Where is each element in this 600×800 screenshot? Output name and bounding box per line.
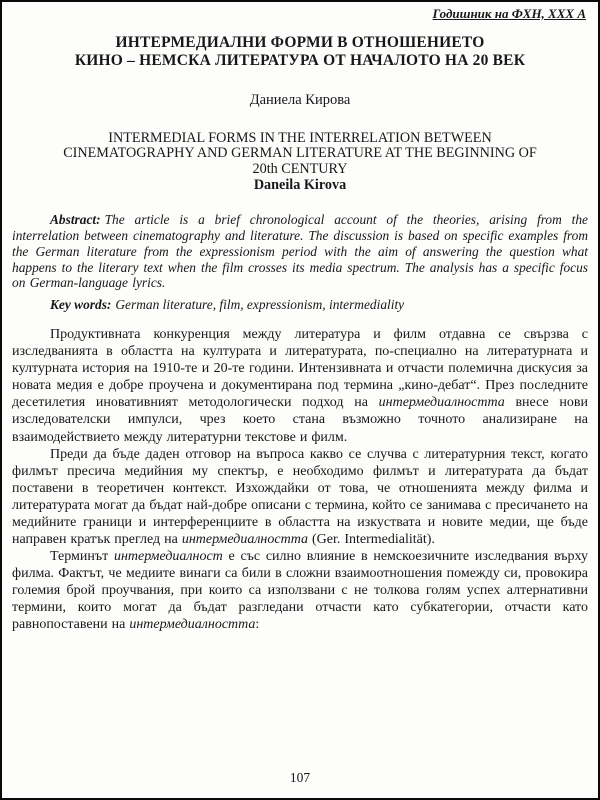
article-title-bg-line2: КИНО – НЕМСКА ЛИТЕРАТУРА ОТ НАЧАЛОТО НА 20 ВЕК — [74, 52, 526, 70]
article-title-bg — [12, 34, 588, 71]
article-title-bg-line1: ИНТЕРМЕДИАЛНИ ФОРМИ В ОТНОШЕНИЕТО — [115, 34, 485, 51]
keywords — [12, 297, 588, 313]
article-title-en-line3: 20th CENTURY — [252, 161, 348, 178]
author-name-bg: Даниела Кирова — [249, 91, 351, 108]
body-paragraph-3: Терминът интермедиалност е със силно влияние в немскоезичните изследвания върху филма. Фактът, че медиите винаги са били в сложни взаимоотношения помежду си, провокира големия брой проучвания, при които са използвани с не толкова голям успех алтернативни термини, които могат да бъдат разгледани отчасти като субкатегории, отчасти като равнопоставени на интермедиалността: — [12, 549, 588, 633]
author-name-en: Daneila Kirova — [253, 177, 347, 194]
article-title-en-line1: INTERMEDIAL FORMS IN THE INTERRELATION BETWEEN — [108, 129, 492, 146]
body-paragraph-1: Продуктивната конкуренция между литература и филм отдавна се свързва с изследванията в областта на културата и литературата, по-специално на литературната и културната история на 1910-те и 20-те години. Интензивната и отчасти полемична дискусия за новата медия е добре проучена и документирана под термина „кино-дебат“. През последните десетилетия иновативният методологически подход на интермедиалността внесе нови изследователски импулси, чрез което стана възможно точното анализиране на взаимодействието между литературни текстове и филм. — [12, 327, 589, 445]
abstract-label: Abstract: — [50, 212, 101, 228]
body-paragraph-2: Преди да бъде даден отговор на въпроса какво се случва с литературния текст, когато филмът пресича медийния му спектър, е необходимо филмът и литературата да бъдат поставени в теоретичен контекст. Изхождайки от това, че отношенията между филма и литературата могат да бъдат най-добре описани с термина, който се занимава с пресичането на медийните граници и интерференциите в областта на изкуствата и новите медии, ще бъде направен кратък преглед на интермедиалността (Ger. Intermedialität). — [12, 446, 588, 547]
abstract — [12, 212, 588, 291]
keywords-label: Key words: — [50, 297, 112, 313]
abstract-text: The article is a brief chronological account of the theories, arising from the interrelation between cinematography and literature. The discussion is based on specific examples from the German literature from the expressionism period with the aim of answering the question what happens to the literary text when the film crosses its media spectrum. The analysis has a specific focus on German-language lyrics. — [12, 212, 588, 291]
article-body — [12, 326, 588, 633]
article-title-en — [12, 131, 588, 195]
running-header: Годишник на ФХН, XXX А — [432, 6, 586, 21]
article-title-en-line2: CINEMATOGRAPHY AND GERMAN LITERATURE AT THE BEGINNING OF — [63, 145, 537, 162]
page-number: 107 — [289, 770, 311, 785]
keywords-text: German literature, film, expressionism, intermediality — [115, 297, 405, 313]
